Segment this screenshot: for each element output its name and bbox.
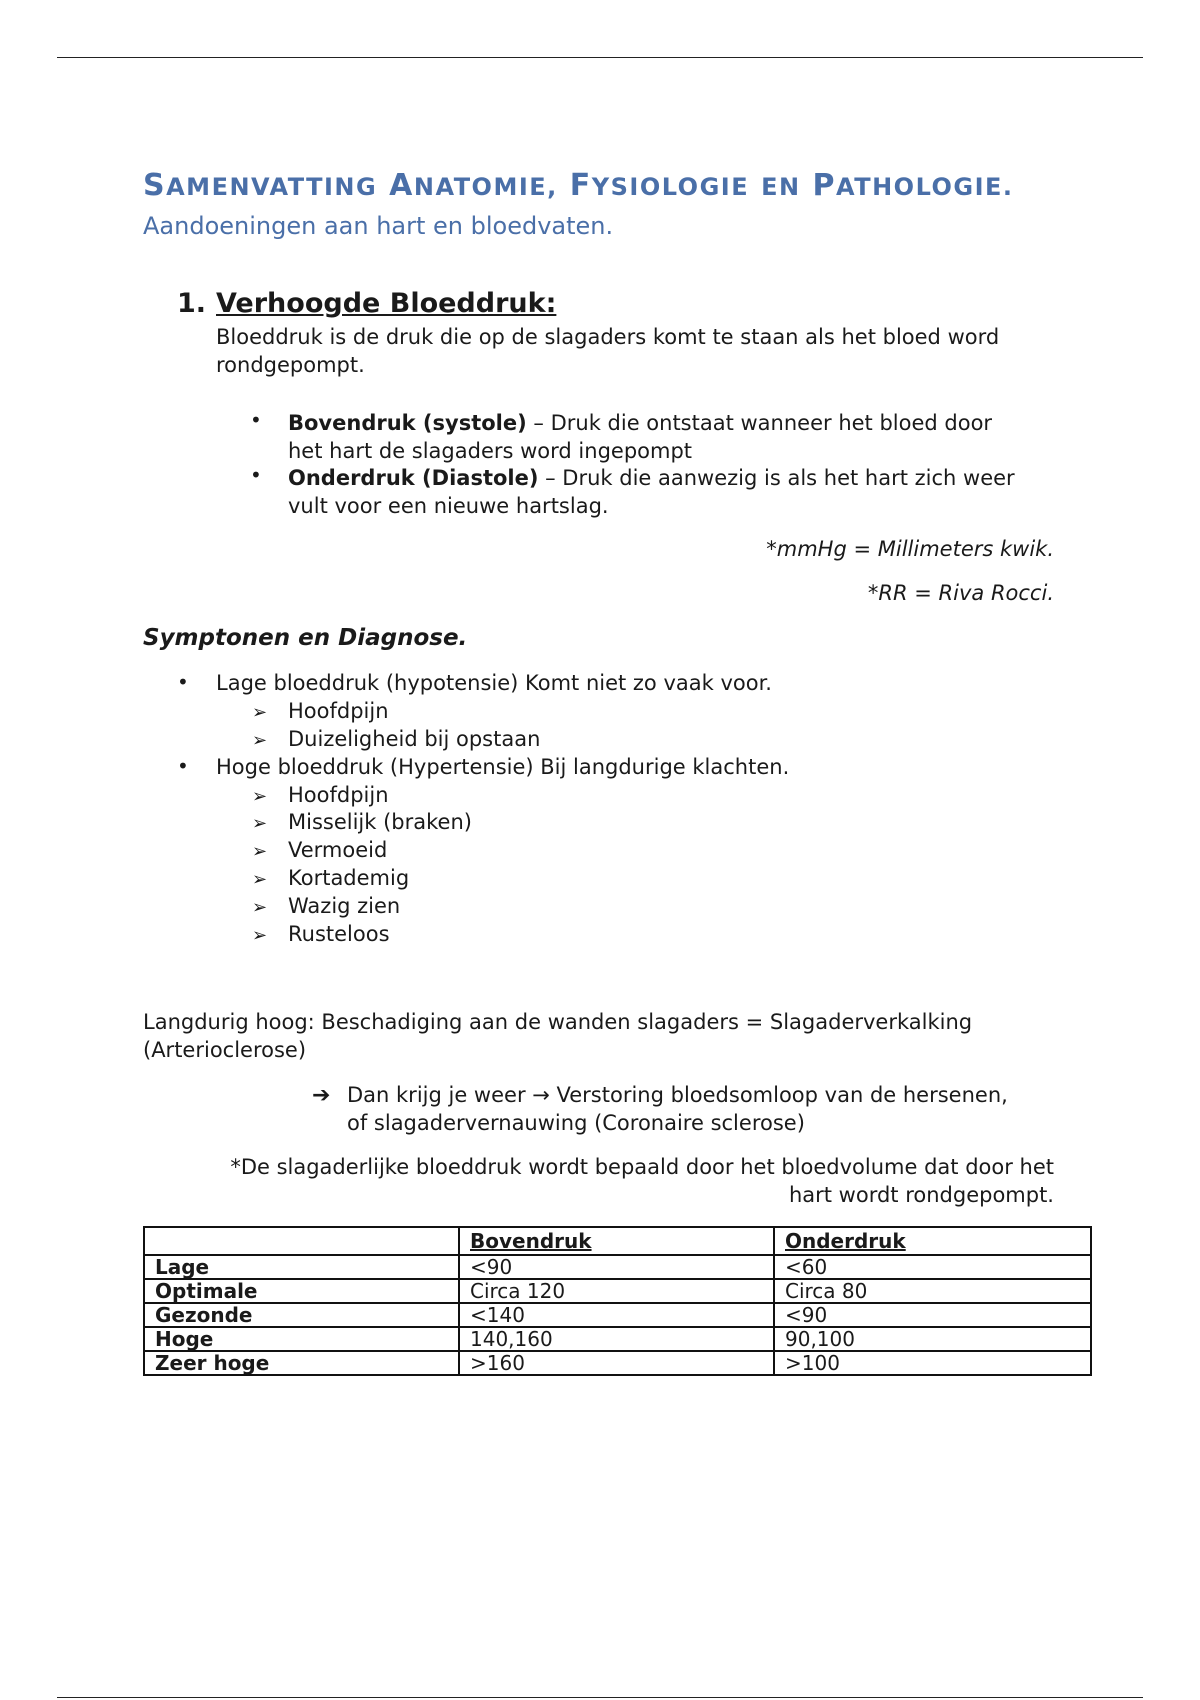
section-number: 1.: [177, 288, 207, 319]
arrow-bullet-icon: ➢: [252, 841, 268, 862]
list-item: Misselijk (braken): [288, 810, 472, 834]
table-cell: <60: [774, 1255, 1091, 1279]
header-rule: [57, 57, 1143, 58]
list-item: Hoofdpijn: [288, 783, 389, 807]
table-row: [144, 1255, 1091, 1279]
consequence-paragraph: Dan krijg je weer → Verstoring bloedsomloop van de hersenen, of slagadervernauwing (Coronaire sclerose): [347, 1083, 1008, 1135]
table-cell: 90,100: [774, 1327, 1091, 1351]
table-header-cell: Onderdruk: [774, 1227, 1091, 1255]
arrow-bullet-icon: ➢: [252, 730, 268, 751]
table-row: [144, 1351, 1091, 1375]
arrow-bullet-icon: ➢: [252, 786, 268, 807]
table-cell: <140: [459, 1303, 774, 1327]
bullet-icon: •: [250, 463, 262, 487]
arrow-bullet-icon: ➢: [252, 925, 268, 946]
table-cell: 140,160: [459, 1327, 774, 1351]
arrow-bullet-icon: ➢: [252, 897, 268, 918]
bloodpressure-table: [143, 1226, 1092, 1376]
symptoms-heading: Symptonen en Diagnose.: [143, 625, 468, 651]
table-row: [144, 1279, 1091, 1303]
table-row: [144, 1327, 1091, 1351]
table-cell: >160: [459, 1351, 774, 1375]
section-heading: Verhoogde Bloeddruk:: [216, 288, 557, 319]
arrow-bullet-icon: ➢: [252, 813, 268, 834]
arrow-bullet-icon: ➢: [252, 869, 268, 890]
symptom-group-label: Lage bloeddruk (hypotensie) Komt niet zo vaak voor.: [216, 671, 772, 695]
row-label: Zeer hoge: [144, 1351, 459, 1375]
table-cell: >100: [774, 1351, 1091, 1375]
symptom-group-label: Hoge bloeddruk (Hypertensie) Bij langdurige klachten.: [216, 755, 790, 779]
table-cell: Circa 120: [459, 1279, 774, 1303]
bullet-icon: •: [177, 670, 189, 694]
table-cell: <90: [774, 1303, 1091, 1327]
arrow-bullet-icon: ➢: [252, 702, 268, 723]
document-title: SAMENVATTING ANATOMIE, FYSIOLOGIE EN PATHOLOGIE.: [143, 168, 1014, 203]
document-subtitle: Aandoeningen aan hart en bloedvaten.: [143, 212, 614, 240]
bullet-icon: •: [177, 754, 189, 778]
arrow-right-icon: ➔: [312, 1083, 331, 1108]
list-item: Wazig zien: [288, 894, 401, 918]
table-header-cell: Bovendruk: [459, 1227, 774, 1255]
row-label: Optimale: [144, 1279, 459, 1303]
row-label: Lage: [144, 1255, 459, 1279]
row-label: Hoge: [144, 1327, 459, 1351]
note-rr: *RR = Riva Rocci.: [867, 581, 1054, 605]
footer-rule: [57, 1697, 1143, 1698]
intro-paragraph: Bloeddruk is de druk die op de slagaders komt te staan als het bloed word rondgepompt.: [216, 325, 1000, 377]
definition-bovendruk: Bovendruk (systole) – Druk die ontstaat wanneer het bloed door het hart de slagaders word ingepompt: [288, 411, 993, 463]
table-cell: Circa 80: [774, 1279, 1091, 1303]
list-item: Duizeligheid bij opstaan: [288, 727, 541, 751]
table-header-cell: [144, 1227, 459, 1255]
table-row: [144, 1303, 1091, 1327]
list-item: Rusteloos: [288, 922, 390, 946]
list-item: Kortademig: [288, 866, 410, 890]
list-item: Vermoeid: [288, 838, 388, 862]
longterm-paragraph: Langdurig hoog: Beschadiging aan de wanden slagaders = Slagaderverkalking (Arterioclerose): [143, 1010, 973, 1062]
bloodvolume-note: *De slagaderlijke bloeddruk wordt bepaald door het bloedvolume dat door het hart wordt rondgepompt.: [230, 1155, 1054, 1207]
table-header-row: [144, 1227, 1091, 1255]
list-item: Hoofdpijn: [288, 699, 389, 723]
definition-onderdruk: Onderdruk (Diastole) – Druk die aanwezig is als het hart zich weer vult voor een nieuwe hartslag.: [288, 466, 1015, 518]
table-cell: <90: [459, 1255, 774, 1279]
note-mmhg: *mmHg = Millimeters kwik.: [766, 537, 1054, 561]
row-label: Gezonde: [144, 1303, 459, 1327]
bullet-icon: •: [250, 408, 262, 432]
